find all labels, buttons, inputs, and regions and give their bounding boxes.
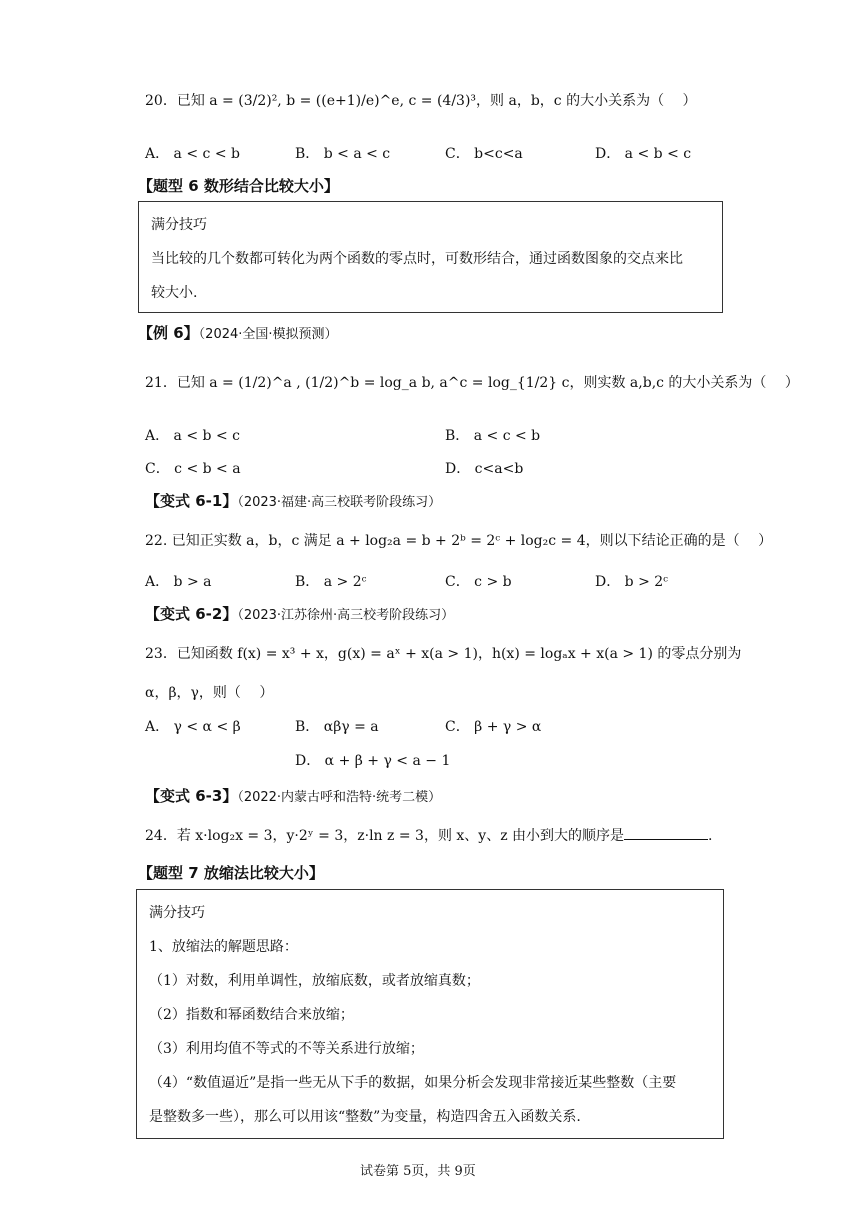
tip-box-line: 1、放缩法的解题思路： <box>149 939 298 955</box>
type7-heading: 【题型 7 放缩法比较大小】 <box>138 864 324 882</box>
variant-6-2-label: 【变式 6-2】 <box>145 605 238 623</box>
answer-blank[interactable] <box>624 825 708 840</box>
q22-option-a[interactable]: A． b > a <box>145 574 212 590</box>
q23-option-d[interactable]: D． α + β + γ < a − 1 <box>295 753 451 769</box>
q20-option-d[interactable]: D． a < b < c <box>595 146 692 162</box>
q20-option-a[interactable]: A． a < c < b <box>145 146 240 162</box>
tip-box-line: 是整数多一些），那么可以用该“整数”为变量，构造四舍五入函数关系. <box>149 1109 581 1125</box>
question-22-stem: 22. 已知正实数 a，b，c 满足 a + log₂a = b + 2ᵇ = 2ᶜ + log₂c = 4，则以下结论正确的是（ ） <box>145 533 773 549</box>
q20-option-b[interactable]: B． b < a < c <box>295 146 391 162</box>
question-24-stem: 24．若 x·log₂x = 3，y·2ʸ = 3，z·ln z = 3，则 x、y、z 由小到大的顺序是 <box>145 828 625 844</box>
variant-6-3-source: （2022·内蒙古呼和浩特·统考二模） <box>237 790 442 805</box>
q21-option-d[interactable]: D． c<a<b <box>445 461 524 477</box>
tip-box-title: 满分技巧 <box>149 905 205 921</box>
tip-box-line: 较大小. <box>151 285 198 301</box>
q21-option-a[interactable]: A． a < b < c <box>145 428 240 444</box>
type6-heading: 【题型 6 数形结合比较大小】 <box>138 177 339 195</box>
example-6-source: （2024·全国·模拟预测） <box>198 327 338 342</box>
q21-option-b[interactable]: B． a < c < b <box>445 428 541 444</box>
example-6-label: 【例 6】 <box>138 324 199 342</box>
q22-option-d[interactable]: D． b > 2ᶜ <box>595 574 669 590</box>
tip-box-title: 满分技巧 <box>151 217 207 233</box>
question-23-stem-line1: 23．已知函数 f(x) = x³ + x，g(x) = aˣ + x(a > 1)，h(x) = logₐx + x(a > 1) 的零点分别为 <box>145 646 742 662</box>
question-20-stem: 20．已知 a = (3/2)², b = ((e+1)/e)^e, c = (4/3)³，则 a，b，c 的大小关系为（ ） <box>145 93 697 109</box>
tip-box-type7 <box>136 889 724 1139</box>
question-23-stem-line2: α，β，γ，则（ ） <box>145 685 274 701</box>
q22-option-c[interactable]: C． c > b <box>445 574 512 590</box>
q23-option-c[interactable]: C． β + γ > α <box>445 719 542 735</box>
tip-box-line: （4）“数值逼近”是指一些无从下手的数据，如果分析会发现非常接近某些整数（主要 <box>149 1075 677 1091</box>
variant-6-1-label: 【变式 6-1】 <box>145 492 238 510</box>
q23-option-a[interactable]: A． γ < α < β <box>145 719 241 735</box>
q21-option-c[interactable]: C． c < b < a <box>145 461 241 477</box>
q22-option-b[interactable]: B． a > 2ᶜ <box>295 574 367 590</box>
question-24 <box>145 825 712 845</box>
variant-6-3-label: 【变式 6-3】 <box>145 787 238 805</box>
tip-box-line: （2）指数和幂函数结合来放缩； <box>149 1007 354 1023</box>
tip-box-line: （1）对数，利用单调性，放缩底数，或者放缩真数； <box>149 973 480 989</box>
question-21-stem: 21．已知 a = (1/2)^a , (1/2)^b = log_a b, a^c = log_{1/2} c，则实数 a,b,c 的大小关系为（ ） <box>145 375 799 391</box>
variant-6-2-source: （2023·江苏徐州·高三校考阶段练习） <box>237 608 455 623</box>
tip-box-line: 当比较的几个数都可转化为两个函数的零点时，可数形结合，通过函数图象的交点来比 <box>151 251 683 267</box>
q23-option-b[interactable]: B． αβγ = a <box>295 719 379 735</box>
q20-option-c[interactable]: C． b<c<a <box>445 146 523 162</box>
page-footer: 试卷第 5页，共 9页 <box>360 1164 476 1179</box>
variant-6-1-source: （2023·福建·高三校联考阶段练习） <box>237 495 442 510</box>
question-24-end: . <box>708 828 713 844</box>
tip-box-type6 <box>138 201 723 313</box>
tip-box-line: （3）利用均值不等式的不等关系进行放缩； <box>149 1041 424 1057</box>
